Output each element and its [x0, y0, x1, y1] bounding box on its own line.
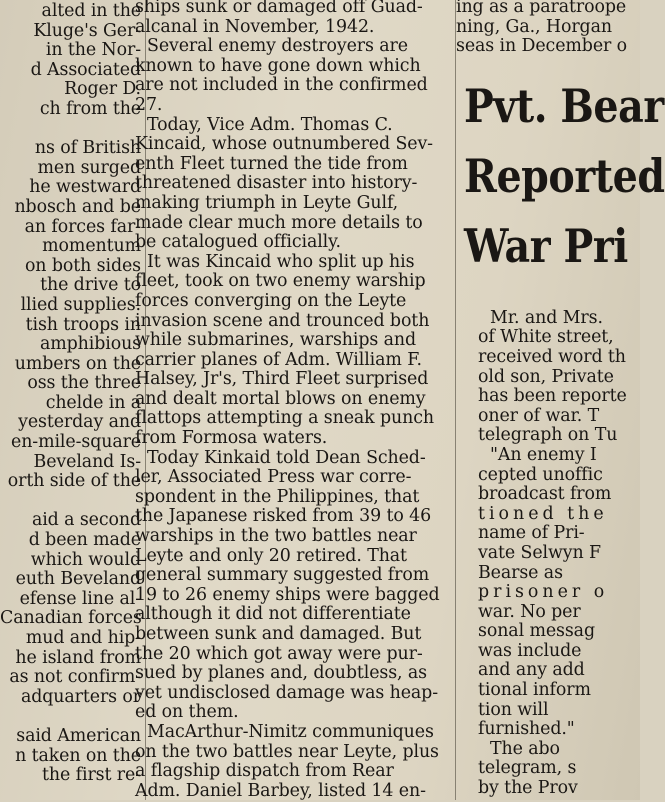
text-line: Canadian forces	[0, 608, 142, 629]
text-line: nbosch and be	[14, 196, 141, 217]
text-line: orth side of the	[7, 471, 141, 492]
text-line: name of Pri-	[478, 523, 585, 544]
text-line	[0, 492, 141, 512]
text-line: while submarines, warships and	[135, 330, 417, 351]
text-line: carrier planes of Adm. William F.	[135, 349, 422, 370]
text-line: 19 to 26 enemy ships were bagged	[135, 584, 440, 605]
text-line: Beveland Is-	[33, 451, 141, 472]
text-line: said American	[16, 725, 141, 746]
text-line: oss the three	[27, 373, 141, 394]
text-line: known to have gone down which	[135, 55, 421, 76]
text-line: seas in December o	[456, 36, 628, 57]
text-line: and dealt mortal blows on enemy	[135, 388, 426, 409]
text-line: ships sunk or damaged off Guad-	[135, 0, 423, 17]
text-line: between sunk and damaged. But	[135, 624, 422, 644]
text-line: he westward	[29, 177, 141, 198]
text-line: It was Kincaid who split up his	[147, 251, 415, 272]
text-line: telegram, s	[478, 758, 577, 779]
text-line: a flagship dispatch from Rear	[135, 761, 394, 782]
text-line: the drive to	[40, 275, 141, 296]
text-line: ning, Ga., Horgan	[456, 16, 612, 37]
text-line: vate Selwyn F	[478, 542, 601, 563]
text-line: in the Nor-	[45, 40, 141, 61]
text-line: ch from the	[39, 98, 141, 119]
text-line: Several enemy destroyers are	[147, 36, 408, 57]
text-line: mud and hip-	[25, 628, 141, 648]
text-line: aid a second	[31, 510, 141, 531]
text-line: prisoner o	[478, 582, 609, 603]
text-line: forces converging on the Leyte	[135, 290, 407, 311]
text-line: flattops attempting a sneak punch	[135, 408, 434, 429]
text-line: as not confirm-	[9, 667, 141, 688]
text-line: Halsey, Jr's, Third Fleet surprised	[135, 369, 429, 390]
text-line: umbers on the	[14, 353, 141, 374]
text-line: Roger D.	[64, 79, 141, 100]
text-line: tional inform	[478, 680, 591, 701]
text-line: "An enemy I	[490, 444, 597, 465]
text-line: ler, Associated Press war corre-	[135, 467, 412, 488]
headline-line-1: Pvt. Bear	[464, 78, 664, 133]
text-line: MacArthur-Nimitz communiques	[147, 721, 434, 742]
text-line: the first re-	[42, 765, 141, 786]
text-line: making triumph in Leyte Gulf,	[135, 192, 399, 213]
text-line	[0, 120, 141, 140]
text-line: Kluge's Ger-	[33, 20, 141, 41]
text-line: alcanal in November, 1942.	[135, 16, 375, 37]
text-line: he island from	[15, 647, 141, 668]
text-line: are not included in the confirmed	[135, 75, 428, 96]
text-line: from Formosa waters.	[135, 428, 328, 449]
text-line: tioned the	[478, 503, 608, 524]
text-line: en-mile-square	[11, 432, 141, 453]
text-line: llied supplies.	[20, 294, 141, 315]
text-line: on the two battles near Leyte, plus	[135, 741, 439, 762]
text-line: Leyte and only 20 retired. That	[135, 545, 407, 566]
text-line: on both sides	[24, 255, 141, 276]
text-line: sued by planes and, doubtless, as	[135, 663, 428, 684]
text-line: received word th	[478, 346, 626, 367]
text-line: tish troops in	[25, 314, 141, 335]
text-line: Adm. Daniel Barbey, listed 14 en-	[135, 780, 426, 801]
text-line: amphibious	[39, 334, 141, 355]
right-column-top-text	[452, 0, 640, 57]
text-line: alted in the	[41, 1, 141, 21]
left-column-text	[0, 2, 141, 802]
text-line: and any add	[478, 660, 585, 681]
text-line: of White street,	[478, 327, 614, 348]
right-column-article	[452, 309, 640, 799]
text-line: threatened disaster into history-	[135, 173, 418, 194]
text-line: chelde in a	[45, 392, 141, 413]
text-line: has been reporte	[478, 386, 627, 407]
headline-line-2: Reported	[464, 148, 665, 203]
right-column	[452, 0, 665, 800]
text-line: The abo	[490, 738, 560, 759]
text-line: momentum	[42, 236, 141, 257]
headline-block	[452, 71, 665, 281]
text-line: sonal messag	[478, 621, 595, 642]
text-line: yet undisclosed damage was heap-	[135, 682, 438, 703]
text-line: warships in the two battles near	[135, 526, 417, 547]
text-line: invasion scene and trounced both	[135, 310, 430, 331]
text-line: be catalogued officially.	[135, 232, 341, 253]
text-line: was include	[478, 640, 582, 661]
text-line: which would	[30, 549, 141, 570]
text-line: Today, Vice Adm. Thomas C.	[147, 114, 393, 135]
text-line: ing as a paratroope	[456, 0, 627, 17]
text-line: men surged	[37, 157, 141, 178]
text-line: spondent in the Philippines, that	[135, 486, 420, 507]
text-line: euth Beveland	[15, 569, 141, 590]
text-line: old son, Private	[478, 366, 614, 387]
text-line: an forces far-	[24, 216, 141, 237]
text-line: fleet, took on two enemy warship	[135, 271, 426, 292]
text-line: Mr. and Mrs.	[490, 307, 603, 328]
text-line: made clear much more details to	[135, 212, 423, 233]
text-line: cepted unoffic	[478, 464, 603, 485]
text-line: although it did not differentiate	[135, 604, 411, 625]
center-column-article	[135, 0, 450, 801]
text-line: n taken on the	[15, 745, 141, 766]
text-line: furnished."	[478, 719, 575, 740]
text-line: broadcast from	[478, 484, 612, 505]
text-line: enth Fleet turned the tide from	[135, 153, 408, 174]
text-line: oner of war. T	[478, 405, 600, 426]
text-line: yesterday and	[18, 412, 141, 433]
text-line: tion will	[478, 699, 549, 720]
text-line: Bearse as	[478, 562, 563, 583]
text-line: war. No per	[478, 601, 581, 622]
text-line: d Associated	[30, 59, 141, 80]
headline-line-3: War Pri	[464, 218, 628, 273]
text-line: by the Prov	[478, 778, 578, 799]
text-line: adquarters or	[20, 686, 141, 707]
text-line: the Japanese risked from 39 to 46	[135, 506, 432, 527]
text-line: general summary suggested from	[135, 565, 430, 586]
text-line: efense line al-	[19, 588, 141, 609]
text-line: the 20 which got away were pur-	[135, 643, 423, 664]
text-line: Today Kinkaid told Dean Sched-	[147, 447, 426, 468]
text-line: d been made	[28, 530, 141, 551]
text-line: ed on them.	[135, 702, 239, 723]
text-line: 27.	[135, 94, 163, 115]
text-line	[0, 707, 141, 727]
text-line: Kincaid, whose outnumbered Sev-	[135, 134, 433, 155]
text-line: telegraph on Tu	[478, 425, 618, 446]
text-line: ns of British	[34, 138, 141, 159]
